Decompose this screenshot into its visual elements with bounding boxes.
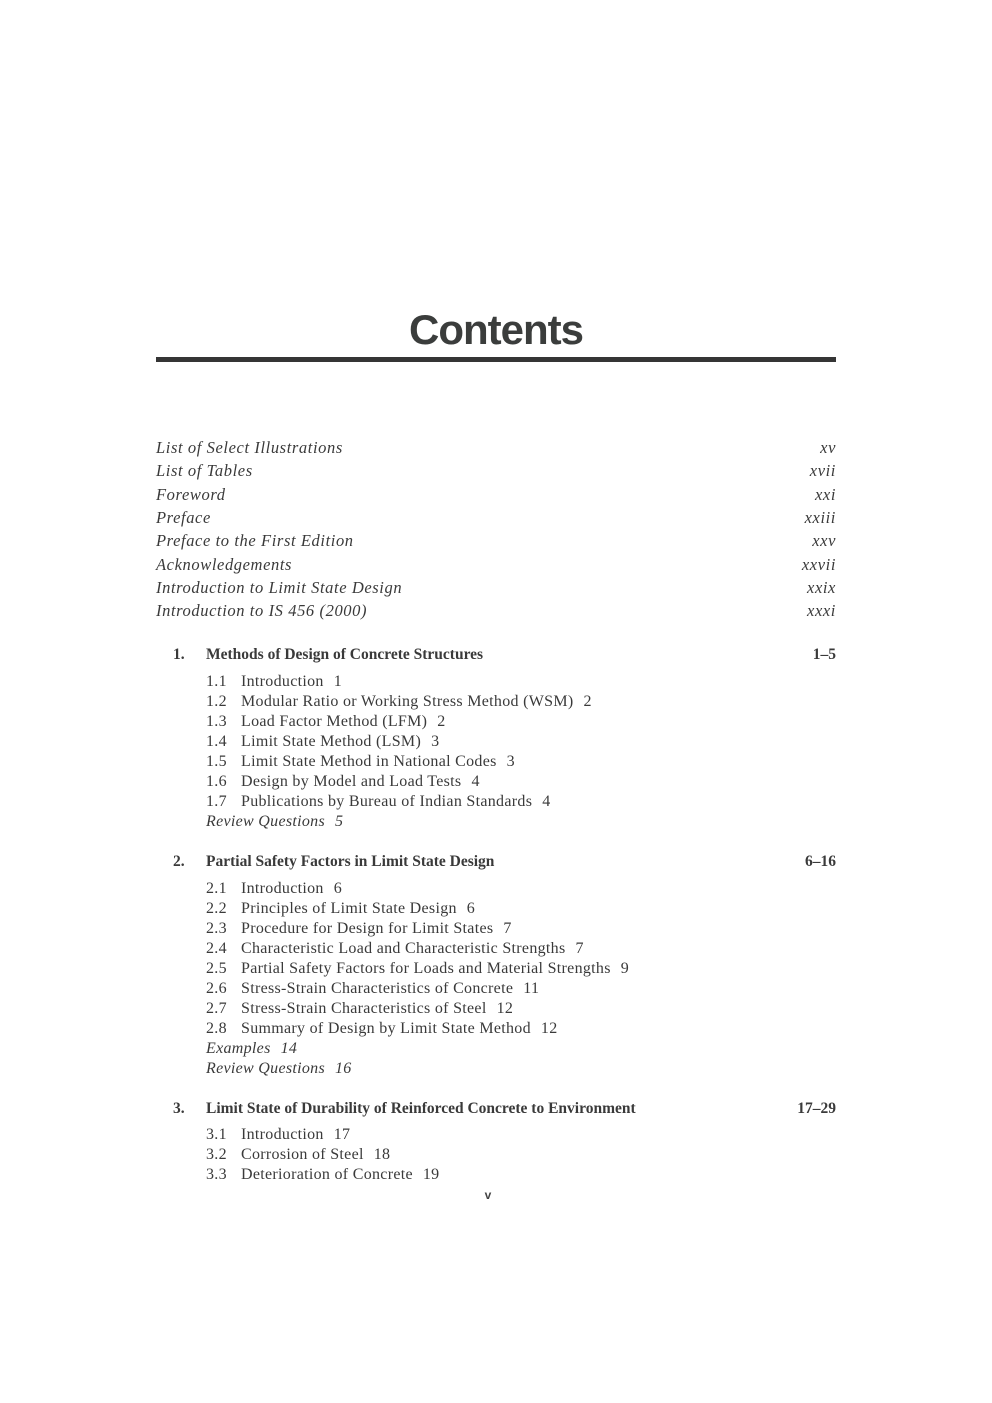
section-page: 9 (620, 960, 630, 977)
section-item[interactable] (206, 1126, 350, 1146)
section-page: 12 (540, 1020, 558, 1037)
section-number: 2.4 (206, 940, 227, 957)
section-title: Introduction (241, 1126, 324, 1143)
front-matter-title: Introduction to Limit State Design (156, 577, 403, 597)
section-title: Publications by Bureau of Indian Standards (241, 793, 533, 810)
section-title: Design by Model and Load Tests (241, 773, 462, 790)
chapter-heading[interactable] (156, 646, 836, 666)
chapter-number: 3. (173, 1100, 185, 1117)
chapter-title: Limit State of Durability of Reinforced Concrete to Environment (206, 1100, 636, 1117)
front-matter-item[interactable] (156, 438, 836, 461)
section-page: 14 (280, 1040, 298, 1057)
section-page: 19 (422, 1166, 440, 1183)
section-page: 17 (333, 1126, 351, 1143)
section-page: 3 (431, 733, 440, 750)
section-page: 11 (523, 980, 540, 997)
section-item[interactable] (206, 693, 592, 713)
section-item[interactable] (206, 733, 439, 753)
front-matter-page: xxvii (801, 554, 836, 574)
section-page: 12 (496, 1000, 514, 1017)
section-item[interactable] (206, 1146, 390, 1166)
section-title: Limit State Method in National Codes (241, 753, 497, 770)
front-matter-item[interactable] (156, 578, 836, 601)
section-title: Review Questions (206, 1060, 325, 1077)
section-title: Stress-Strain Characteristics of Concrete (241, 980, 514, 997)
section-item[interactable] (206, 753, 515, 773)
front-matter-page: xxiii (804, 507, 836, 527)
section-item[interactable] (206, 1020, 558, 1040)
section-number: 1.3 (206, 713, 227, 730)
section-number: 1.6 (206, 773, 227, 790)
title-rule (156, 357, 836, 362)
section-page: 4 (542, 793, 551, 810)
section-item[interactable] (206, 793, 551, 813)
section-title: Limit State Method (LSM) (241, 733, 422, 750)
section-number: 1.5 (206, 753, 227, 770)
front-matter-page: xv (820, 438, 836, 457)
section-page: 16 (335, 1060, 352, 1077)
section-number: 2.7 (206, 1000, 227, 1017)
section-number: 3.1 (206, 1126, 227, 1143)
section-page: 6 (333, 880, 343, 897)
section-number: 1.2 (206, 693, 227, 710)
front-matter-title: List of Tables (156, 461, 253, 481)
section-number: 1.4 (206, 733, 227, 750)
section-number: 1.1 (206, 673, 227, 690)
section-page: 5 (335, 813, 344, 830)
section-page: 3 (506, 753, 515, 770)
section-title: Stress-Strain Characteristics of Steel (241, 1000, 487, 1017)
section-number: 3.3 (206, 1166, 227, 1183)
front-matter-item[interactable] (156, 555, 836, 578)
front-matter-title: Preface (156, 507, 211, 527)
section-page: 18 (373, 1146, 391, 1163)
front-matter-item[interactable] (156, 485, 836, 508)
section-number: 3.2 (206, 1146, 227, 1163)
front-matter-item[interactable] (156, 531, 836, 554)
review-questions-item[interactable] (206, 813, 343, 833)
section-title: Principles of Limit State Design (241, 900, 457, 917)
section-title: Procedure for Design for Limit States (241, 920, 494, 937)
section-item[interactable] (206, 713, 446, 733)
section-title: Introduction (241, 673, 324, 690)
front-matter-page: xxi (814, 484, 836, 504)
chapter-title: Methods of Design of Concrete Structures (206, 646, 484, 663)
chapter-pages: 6–16 (805, 853, 836, 870)
section-item[interactable] (206, 880, 342, 900)
section-number: 2.8 (206, 1020, 227, 1037)
section-title: Load Factor Method (LFM) (241, 713, 428, 730)
front-matter-title: Acknowledgements (156, 554, 293, 574)
chapter-pages: 17–29 (797, 1100, 836, 1117)
section-page: 6 (466, 900, 476, 917)
chapter-title: Partial Safety Factors in Limit State Design (206, 853, 495, 870)
front-matter-page: xvii (809, 461, 836, 481)
section-title: Introduction (241, 880, 324, 897)
section-item[interactable] (206, 1166, 439, 1186)
section-item[interactable] (206, 773, 480, 793)
page-number: v (484, 1188, 492, 1202)
section-number: 1.7 (206, 793, 227, 810)
front-matter-title: List of Select Illustrations (156, 438, 343, 457)
front-matter-item[interactable] (156, 601, 836, 624)
chapter-number: 1. (173, 646, 185, 663)
section-number: 2.5 (206, 960, 227, 977)
section-page: 2 (583, 693, 592, 710)
front-matter-title: Introduction to IS 456 (2000) (156, 601, 368, 621)
section-number: 2.3 (206, 920, 227, 937)
section-item[interactable] (206, 940, 584, 960)
section-number: 2.6 (206, 980, 227, 997)
section-item[interactable] (206, 980, 539, 1000)
section-item[interactable] (206, 960, 629, 980)
section-title: Deterioration of Concrete (241, 1166, 413, 1183)
examples-item[interactable] (206, 1040, 297, 1060)
section-title: Corrosion of Steel (241, 1146, 364, 1163)
section-page: 4 (471, 773, 480, 790)
page-title: Contents (409, 306, 583, 353)
section-title: Summary of Design by Limit State Method (241, 1020, 531, 1037)
front-matter-title: Foreword (156, 484, 226, 504)
chapter-heading[interactable] (156, 1100, 836, 1120)
section-page: 7 (575, 940, 584, 957)
section-title: Examples (206, 1040, 271, 1057)
front-matter-item[interactable] (156, 508, 836, 531)
section-page: 1 (333, 673, 343, 690)
front-matter-page: xxxi (807, 601, 836, 621)
front-matter-item[interactable] (156, 461, 836, 484)
section-item[interactable] (206, 900, 475, 920)
section-title: Characteristic Load and Characteristic Strengths (241, 940, 566, 957)
section-item[interactable] (206, 1000, 513, 1020)
review-questions-item[interactable] (206, 1060, 352, 1080)
section-item[interactable] (206, 920, 512, 940)
section-item[interactable] (206, 673, 342, 693)
section-number: 2.2 (206, 900, 227, 917)
section-title: Partial Safety Factors for Loads and Material Strengths (241, 960, 611, 977)
chapter-heading[interactable] (156, 853, 836, 873)
chapter-number: 2. (173, 853, 185, 870)
section-title: Review Questions (206, 813, 325, 830)
section-number: 2.1 (206, 880, 227, 897)
section-page: 7 (503, 920, 512, 937)
front-matter-page: xxv (812, 531, 836, 551)
chapter-pages: 1–5 (812, 646, 836, 663)
front-matter-page: xxix (807, 577, 836, 597)
front-matter-title: Preface to the First Edition (156, 531, 354, 551)
section-title: Modular Ratio or Working Stress Method (WSM) (241, 693, 574, 710)
section-page: 2 (437, 713, 446, 730)
